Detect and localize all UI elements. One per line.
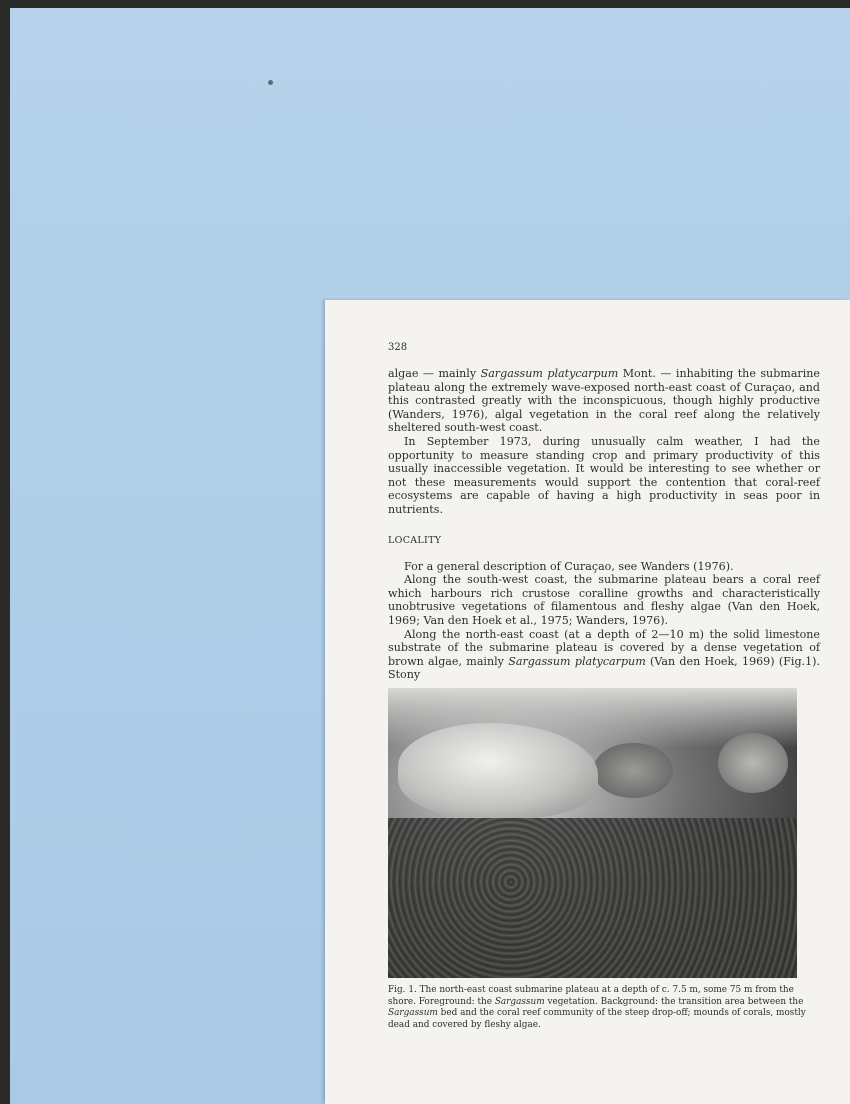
text-run: (Van den Hoek, 1969) (Fig.1). Stony [388, 654, 820, 682]
figure-1-photo [388, 688, 797, 978]
paragraph-september: In September 1973, during unusually calm weather, I had the opportunity to measure standing crop and primary productivity of this usually inaccessible vegetation. It would be interesting to see whether or not these measurements would support the contention that coral-reef ecosystems are capable of having a high productivity in seas poor in nutrients. [388, 434, 820, 516]
paragraph-north-east [388, 628, 820, 682]
photo-coral-mound [718, 733, 788, 793]
species-name: Sargassum [494, 996, 545, 1007]
paragraph-description: For a general description of Curaçao, see Wanders (1976). [404, 559, 734, 573]
folder-speck [268, 80, 273, 85]
species-name: Sargassum [388, 1008, 438, 1019]
text-run: Fig. 1. The north-east coast submarine plateau at a depth of c. 7.5 m, some 75 m from the shore. Foreground: the [388, 984, 794, 1007]
species-name: Sargassum platycarpum [480, 367, 619, 380]
paragraph-south-west: Along the south-west coast, the submarine plateau bears a coral reef which harbours rich crustose coralline growths and characteristically unobtrusive vegetations of filamentous and fleshy algae (Van den Hoek, 1969; Van den Hoek et al., 1975; Wanders, 1976). [388, 573, 820, 627]
photo-coral-mound [593, 743, 673, 798]
paragraph-intro [388, 367, 820, 435]
text-run: algae — mainly [388, 367, 481, 380]
page-number: 328 [388, 342, 408, 353]
species-name: Sargassum platycarpum [508, 654, 646, 668]
text-run: Mont. — inhabiting the submarine plateau along the extremely wave-exposed north-east coast of Curaçao, and this contrasted greatly with the inconspicuous, though highly productive (Wanders, 1976), algal vegetation in the coral reef along the relatively sheltered south-west coast. [388, 367, 820, 435]
text-run: vegetation. Background: the transition area between the [544, 996, 804, 1007]
text-run: bed and the coral reef community of the steep drop-off; mounds of corals, mostly dead and covered by fleshy algae. [388, 1008, 806, 1031]
page-content [388, 342, 820, 1041]
document-page [325, 300, 850, 1104]
figure-1-caption [388, 985, 818, 1032]
text-run: Along the north-east coast (at a depth of 2—10 m) the solid limestone substrate of the submarine plateau is covered by a dense vegetation of brown algae, mainly [388, 627, 820, 668]
photo-sargassum-vegetation [388, 818, 797, 978]
section-heading-locality: LOCALITY [388, 534, 442, 546]
